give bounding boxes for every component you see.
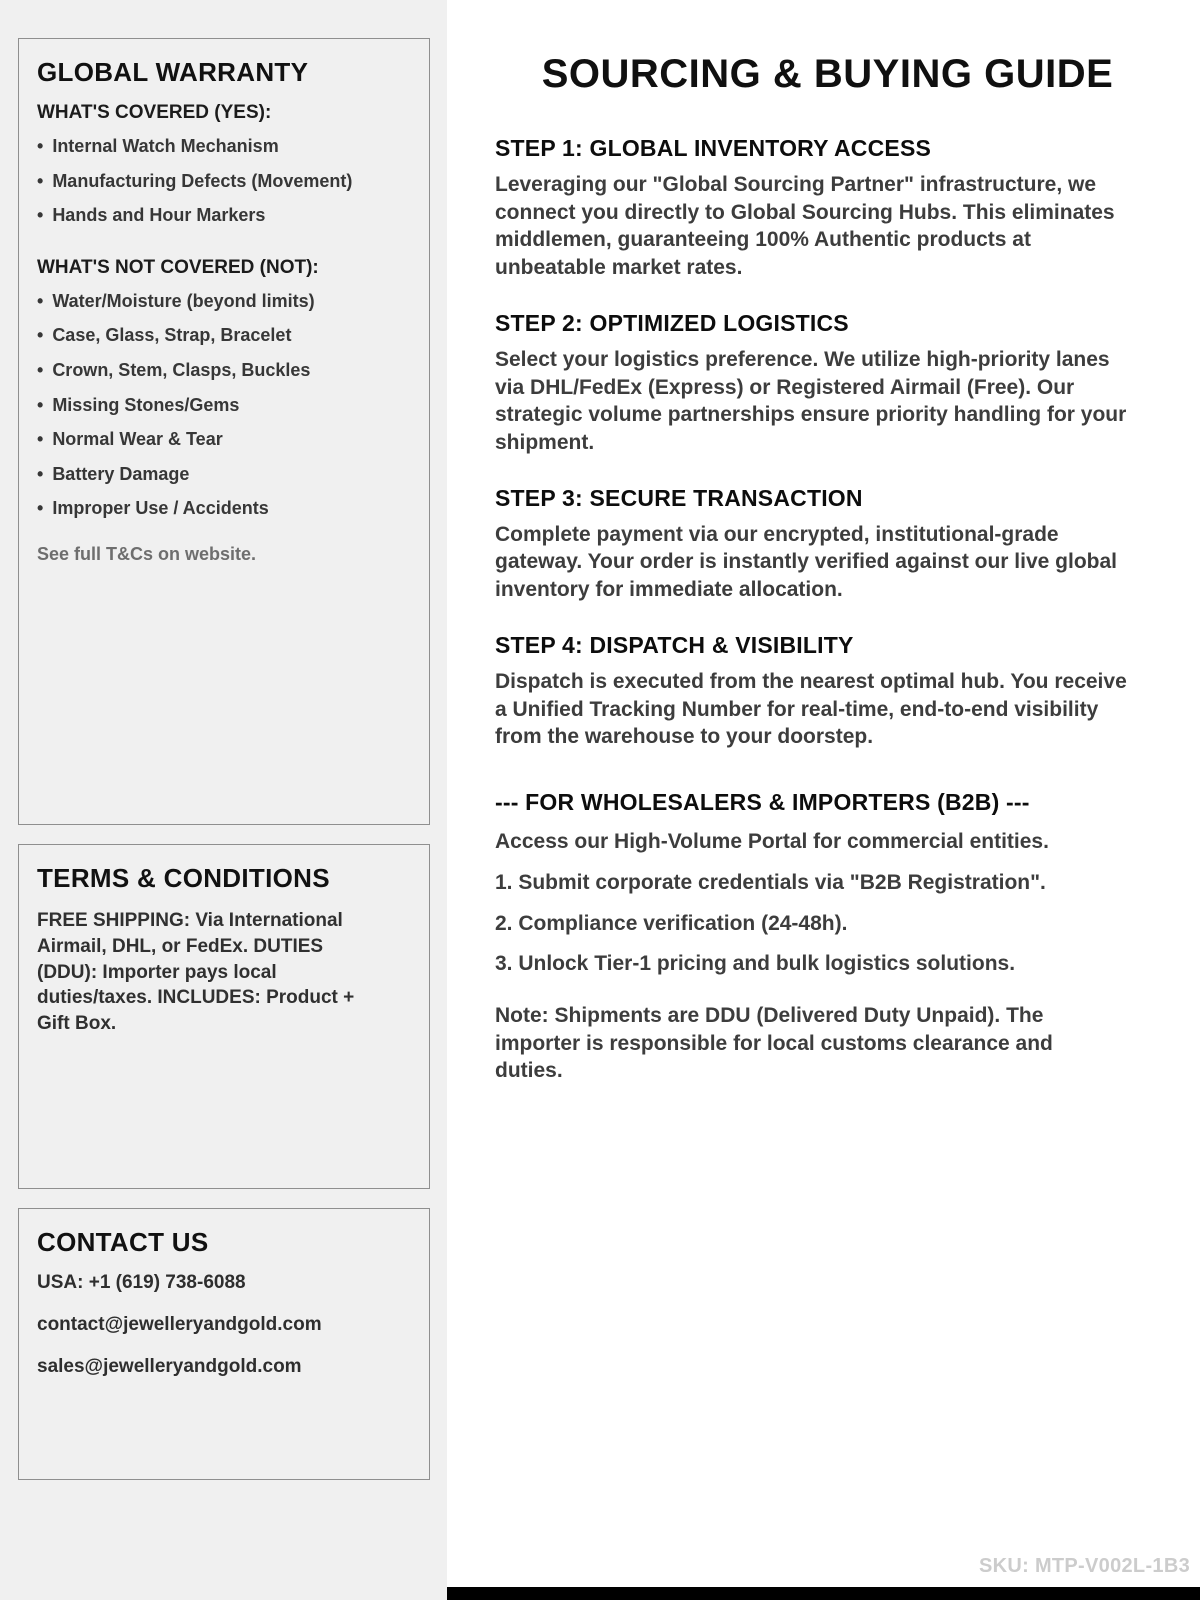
warranty-box	[18, 38, 430, 825]
list-item: • Missing Stones/Gems	[37, 395, 411, 417]
warranty-footnote: See full T&Cs on website.	[37, 543, 257, 564]
step-4-body: Dispatch is executed from the nearest optimal hub. You receive a Unified Tracking Number for real-time, end-to-end visibility from the warehouse to your doorstep.	[495, 669, 1127, 749]
step-2-heading: STEP 2: OPTIMIZED LOGISTICS	[495, 309, 849, 336]
contact-email-primary: contact@jewelleryandgold.com	[37, 1314, 322, 1335]
step-2-body: Select your logistics preference. We utilize high-priority lanes via DHL/FedEx (Express) or Registered Airmail (Free). Our strategic volume partnerships ensure priority handling for your shipment.	[495, 347, 1127, 455]
contact-title: CONTACT US	[37, 1227, 209, 1257]
covered-title: WHAT'S COVERED (YES):	[37, 102, 272, 123]
list-item: • Hands and Hour Markers	[37, 205, 411, 227]
not-covered-list	[37, 291, 411, 520]
sku-label: SKU: MTP-V002L-1B3	[979, 1555, 1190, 1577]
list-item: • Water/Moisture (beyond limits)	[37, 291, 411, 313]
step-1-body: Leveraging our "Global Sourcing Partner" infrastructure, we connect you directly to Global Sourcing Hubs. This eliminates middlemen, guaranteeing 100% Authentic products at unbeatable market rates.	[495, 173, 1115, 280]
b2b-intro: Access our High-Volume Portal for commercial entities.	[495, 830, 1049, 854]
main-content	[447, 0, 1200, 1600]
list-item: • Crown, Stem, Clasps, Buckles	[37, 360, 411, 382]
contact-phone: USA: +1 (619) 738-6088	[37, 1272, 246, 1293]
list-item: • Battery Damage	[37, 464, 411, 486]
step-1-heading: STEP 1: GLOBAL INVENTORY ACCESS	[495, 135, 932, 161]
list-item: • Improper Use / Accidents	[37, 498, 411, 520]
warranty-title: GLOBAL WARRANTY	[37, 57, 309, 87]
b2b-heading: --- FOR WHOLESALERS & IMPORTERS (B2B) ---	[495, 789, 1030, 816]
list-item: • Normal Wear & Tear	[37, 429, 411, 451]
list-item: • Manufacturing Defects (Movement)	[37, 171, 411, 193]
list-item: • Case, Glass, Strap, Bracelet	[37, 325, 411, 347]
b2b-note: Note: Shipments are DDU (Delivered Duty Unpaid). The importer is responsible for local customs clearance and duties.	[495, 1003, 1053, 1083]
step-3	[495, 485, 1145, 604]
sidebar	[0, 0, 447, 1600]
step-3-heading: STEP 3: SECURE TRANSACTION	[495, 484, 863, 511]
b2b-item-1: 1. Submit corporate credentials via "B2B Registration".	[495, 870, 1046, 894]
not-covered-title: WHAT'S NOT COVERED (NOT):	[37, 256, 319, 278]
terms-title: TERMS & CONDITIONS	[37, 863, 330, 893]
b2b-item-2: 2. Compliance verification (24-48h).	[495, 911, 848, 935]
b2b-section	[495, 789, 1155, 1085]
contact-email-sales: sales@jewelleryandgold.com	[37, 1356, 302, 1377]
page-title: SOURCING & BUYING GUIDE	[541, 52, 1114, 96]
covered-list	[37, 136, 411, 227]
step-4-heading: STEP 4: DISPATCH & VISIBILITY	[495, 631, 854, 658]
bottom-bar	[447, 1587, 1200, 1600]
step-2	[495, 310, 1145, 457]
b2b-item-3: 3. Unlock Tier-1 pricing and bulk logistics solutions.	[495, 952, 1016, 976]
terms-box	[18, 844, 430, 1189]
list-item: • Internal Watch Mechanism	[37, 136, 411, 158]
step-4	[495, 632, 1145, 751]
terms-body: FREE SHIPPING: Via International Airmail, DHL, or FedEx. DUTIES (DDU): Importer pays local duties/taxes. INCLUDES: Product + Gift Box.	[37, 910, 355, 1035]
step-3-body: Complete payment via our encrypted, institutional-grade gateway. Your order is instantly verified against our live global inventory for immediate allocation.	[495, 522, 1118, 602]
contact-box	[18, 1208, 430, 1480]
step-1	[495, 135, 1145, 282]
